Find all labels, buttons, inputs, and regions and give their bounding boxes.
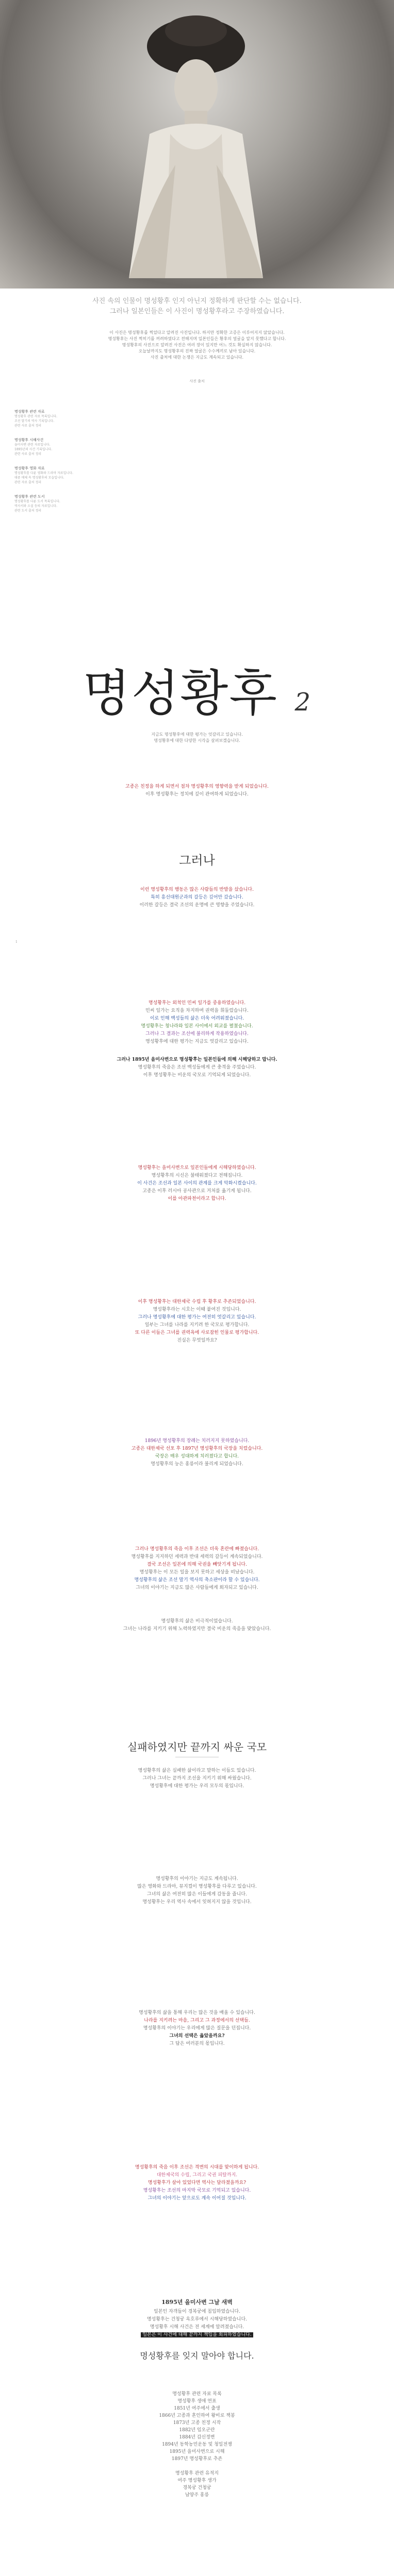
- section9-line: 그 답은 여러분의 몫입니다.: [169, 2041, 225, 2046]
- section11-closing: 명성황후를 잊지 말아야 합니다.: [140, 2351, 254, 2361]
- intro-line: 명성황후의 사진으로 알려진 사진은 여러 장이 있지만 어느 것도 확실하지 않습니다.: [122, 343, 272, 347]
- section7-heading: 실패하였지만 끝까지 싸운 국모: [127, 1741, 267, 1753]
- footer-line: 1873년 고종 친정 시작: [173, 2420, 221, 2426]
- note-line: 명성황후 관련 자료 목록입니다.: [14, 415, 57, 418]
- hero-caption: [0, 296, 394, 317]
- footer-line: 1897년 명성황후로 추존: [171, 2456, 223, 2462]
- note-line: 관련 자료 출처 정리: [14, 481, 42, 484]
- note-line: 을미사변 관련 자료입니다.: [14, 443, 51, 447]
- intro-line: 명성황후는 사진 찍히기를 꺼려하였다고 전해지며 일본인들은 황후의 얼굴을 알지 못했다고 합니다.: [108, 336, 286, 341]
- section2-body: [0, 999, 394, 1046]
- note-line: 관련 사료 출처 정리: [14, 424, 42, 428]
- intro-label: 사진 출처: [189, 379, 205, 383]
- note-line: 조선 말기의 역사 기록입니다.: [14, 419, 55, 423]
- section11-line: 명성황후 시해 사건은 전 세계에 알려졌습니다.: [150, 2325, 244, 2330]
- notes-list: [14, 402, 169, 513]
- section2-line: 명성황후는 외척인 민씨 일가를 중용하였습니다.: [148, 1001, 246, 1006]
- section3-line: 명성황후의 시신은 불태워졌다고 전해집니다.: [151, 1173, 243, 1178]
- section1-heading: 그러나: [179, 853, 215, 868]
- section1-line: 이런 명성황후의 행동은 많은 사람들의 반발을 샀습니다.: [140, 887, 254, 892]
- section6-body: [0, 1546, 394, 1592]
- note-line: 명성황후를 다룬 영화와 드라마 자료입니다.: [14, 471, 73, 475]
- section4-line: 진실은 무엇일까요?: [177, 1338, 217, 1343]
- section2-paragraph-line: 그러나 1895년 을미사변으로 명성황후는 일본인들에 의해 시해당하고 맙니다.: [117, 1057, 277, 1062]
- section8-line: 많은 영화와 드라마, 뮤지컬이 명성황후를 다루고 있습니다.: [137, 1884, 257, 1889]
- section3-line: 명성황후는 을미사변으로 일본인들에게 시해당하였습니다.: [138, 1165, 256, 1171]
- section6-line: 그러나 명성황후의 죽음 이후 조선은 더욱 혼란에 빠졌습니다.: [135, 1547, 259, 1552]
- intro-line: 이 사진은 명성황후를 찍었다고 알려진 사진입니다. 하지만 정확한 고증은 이루어지지 않았습니다.: [109, 330, 285, 335]
- section11-highlight: 일본은 이 사건에 대해 끝까지 책임을 회피하였습니다.: [141, 2332, 253, 2337]
- footer-line: 명성황후 생애 연표: [177, 2399, 217, 2404]
- title-main: 명성황후: [82, 665, 278, 722]
- title-number: 2: [294, 688, 311, 717]
- section2-paragraph-line: 이후 명성황후는 비운의 국모로 기억되게 되었습니다.: [143, 1073, 251, 1078]
- section4-body: [0, 1298, 394, 1345]
- section3-body: [0, 1164, 394, 1203]
- note-head: 명성황후 영화 자료: [14, 466, 45, 470]
- section6-line: 명성황후는 이 모든 일을 보지 못하고 세상을 떠났습니다.: [139, 1570, 255, 1575]
- section5-body: [0, 1437, 394, 1468]
- section6-paragraph-line: 명성황후의 삶은 비극적이었습니다.: [161, 1619, 233, 1624]
- page-title: [0, 654, 394, 725]
- section7-line: 명성황후에 대한 평가는 우리 모두의 몫입니다.: [150, 1784, 244, 1789]
- section8-body: [0, 1875, 394, 1906]
- section4-line: 그러나 명성황후에 대한 평가는 여전히 엇갈리고 있습니다.: [138, 1315, 256, 1320]
- section6-line: 명성황후의 삶은 조선 말기 역사의 축소판이라 할 수 있습니다.: [134, 1578, 260, 1583]
- footer-line: 1866년 고종과 혼인하여 왕비로 책봉: [159, 2413, 235, 2418]
- opening-paragraph: [0, 783, 394, 799]
- note-line: 관련 도서 출처 정리: [14, 509, 42, 513]
- section2-paragraph: [0, 1056, 394, 1079]
- opening-line: 고종은 친정을 하게 되면서 점차 명성황후의 영향력을 받게 되었습니다.: [125, 784, 269, 789]
- section10-line: 명성황후의 죽음 이후 조선은 격변의 시대를 맞이하게 됩니다.: [135, 2165, 259, 2170]
- footer-line: 1851년 여주에서 출생: [174, 2406, 220, 2411]
- intro-paragraph: [0, 330, 394, 361]
- section2-line: 민씨 일가는 요직을 차지하며 권력을 휘둘렀습니다.: [145, 1008, 249, 1013]
- section8-line: 명성황후는 우리 역사 속에서 잊혀지지 않을 것입니다.: [142, 1900, 252, 1905]
- section7-line: 명성황후의 삶은 실패한 삶이라고 말하는 이들도 있습니다.: [138, 1768, 256, 1773]
- opening-line: 이후 명성황후는 정치에 깊이 관여하게 되었습니다.: [145, 792, 249, 797]
- section11-heading: 1895년 을미사변 그날 새벽: [161, 2299, 233, 2306]
- section4-line: 명성황후라는 시호는 이때 붙여진 것입니다.: [153, 1307, 241, 1312]
- section1-line: 특히 흥선대원군과의 갈등은 깊어만 갔습니다.: [151, 895, 243, 900]
- section9-line: 나라를 지키려는 마음, 그리고 그 과정에서의 선택들.: [144, 2018, 250, 2023]
- footer-line: 1895년 을미사변으로 시해: [169, 2449, 225, 2454]
- note-line: 관련 사료 출처 정리: [14, 452, 42, 456]
- footer-line: 남양주 홍릉: [185, 2493, 209, 2498]
- section3-line: 이 사건은 조선과 일본 사이의 관계를 크게 악화시켰습니다.: [137, 1181, 257, 1186]
- intro-line: 오늘날까지도 명성황후의 진짜 얼굴은 수수께끼로 남아 있습니다.: [138, 349, 256, 353]
- subtitle: [0, 732, 394, 744]
- section7-body: [0, 1767, 394, 1790]
- section10-line: 명성황후가 살아 있었다면 역사는 달라졌을까요?: [147, 2180, 247, 2185]
- section8-line: 그녀의 삶은 여전히 많은 이들에게 감동을 줍니다.: [147, 1892, 247, 1897]
- footer-line: 1884년 갑신정변: [179, 2435, 215, 2440]
- section2-line: 명성황후는 청나라와 일본 사이에서 외교를 펼쳤습니다.: [141, 1024, 253, 1029]
- section10-line: 대한제국의 수립, 그리고 국권 피탈까지.: [156, 2173, 238, 2178]
- portrait-photo: [119, 10, 273, 278]
- note-head: 명성황후 시해사건: [14, 438, 44, 442]
- note-line: 대중 매체 속 명성황후의 모습입니다.: [14, 476, 64, 480]
- note-group: [14, 437, 169, 456]
- section11-line: 명성황후는 건청궁 옥호루에서 시해당하였습니다.: [146, 2317, 248, 2322]
- hero-caption-line: 그러나 일본인들은 이 사진이 명성황후라고 주장하였습니다.: [109, 308, 285, 315]
- hero-photo: [0, 0, 394, 289]
- section5-line: 고종은 대한제국 선포 후 1897년 명성황후의 국장을 치렀습니다.: [131, 1446, 263, 1451]
- section9-body: [0, 2009, 394, 2048]
- section10-line: 명성황후는 조선의 마지막 국모로 기억되고 있습니다.: [143, 2188, 251, 2193]
- section11-line: 일본인 자객들이 경복궁에 침입하였습니다.: [154, 2309, 240, 2314]
- section2-paragraph-line: 명성황후의 죽음은 조선 백성들에게 큰 충격을 주었습니다.: [138, 1065, 256, 1070]
- section1-line: 이러한 갈등은 결국 조선의 운명에 큰 영향을 주었습니다.: [139, 903, 255, 908]
- footer-list: [0, 2391, 394, 2499]
- section6-paragraph: [0, 1618, 394, 1633]
- section9-line: 명성황후의 이야기는 우리에게 많은 질문을 던집니다.: [143, 2026, 251, 2031]
- section9-line: 그녀의 선택은 옳았을까요?: [169, 2033, 225, 2039]
- section7-line: 그러나 그녀는 끝까지 조선을 지키기 위해 싸웠습니다.: [142, 1776, 252, 1781]
- note-head: 명성황후 관련 도서: [14, 495, 45, 499]
- note-head: 명성황후 관련 자료: [14, 410, 45, 414]
- section5-line: 국장은 매우 성대하게 치러졌다고 합니다.: [155, 1454, 239, 1459]
- note-group: [14, 466, 169, 485]
- section1-mark: 1: [15, 940, 18, 944]
- hero-caption-line: 사진 속의 인물이 명성황후 인지 아닌지 정확하게 판단할 수는 없습니다.: [92, 297, 302, 305]
- footer-line: 경복궁 건청궁: [183, 2485, 211, 2490]
- section1-body: [0, 886, 394, 909]
- section9-line: 명성황후의 삶을 통해 우리는 많은 것을 배울 수 있습니다.: [139, 2010, 255, 2015]
- section2-line: 명성황후에 대한 평가는 지금도 엇갈리고 있습니다.: [145, 1039, 249, 1044]
- section2-line: 그러나 그 결과는 조선에 불리하게 작용하였습니다.: [145, 1031, 249, 1037]
- section5-line: 1896년 명성황후의 장례는 치러지지 못하였습니다.: [144, 1438, 250, 1444]
- section4-line: 또 다른 이들은 그녀를 권력욕에 사로잡힌 인물로 평가합니다.: [135, 1330, 259, 1335]
- note-line: 역사서와 소설 등의 자료입니다.: [14, 504, 57, 508]
- section6-line: 그녀의 이야기는 지금도 많은 사람들에게 회자되고 있습니다.: [136, 1585, 258, 1590]
- section3-line: 고종은 이후 러시아 공사관으로 거처를 옮기게 됩니다.: [142, 1189, 252, 1194]
- section4-line: 이후 명성황후는 대한제국 수립 후 황후로 추존되었습니다.: [138, 1299, 256, 1304]
- note-group: [14, 494, 169, 513]
- footer-line: 명성황후 관련 자료 목록: [172, 2392, 222, 2397]
- section10-line: 그녀의 이야기는 앞으로도 계속 이어질 것입니다.: [147, 2196, 247, 2201]
- section6-line: 명성황후를 지지하던 세력과 반대 세력의 갈등이 계속되었습니다.: [131, 1554, 263, 1560]
- footer-line: 1894년 동학농민운동 및 청일전쟁: [162, 2442, 232, 2447]
- section10-body: [0, 2164, 394, 2202]
- footer-line: 여주 명성황후 생가: [177, 2478, 217, 2483]
- section4-line: 일부는 그녀를 나라를 지키려 한 국모로 평가합니다.: [144, 1323, 250, 1328]
- section2-line: 이로 인해 백성들의 삶은 더욱 어려워졌습니다.: [150, 1016, 244, 1021]
- section6-line: 결국 조선은 일본에 의해 국권을 빼앗기게 됩니다.: [147, 1562, 247, 1567]
- note-group: [14, 409, 169, 428]
- section8-line: 명성황후의 이야기는 지금도 계속됩니다.: [156, 1876, 238, 1882]
- subtitle-line: 명성황후에 대한 다양한 시각을 살펴보겠습니다.: [154, 738, 240, 743]
- subtitle-line: 지금도 명성황후에 대한 평가는 엇갈리고 있습니다.: [151, 732, 243, 737]
- note-line: 1895년의 사건 기록입니다.: [14, 448, 53, 451]
- section6-paragraph-line: 그녀는 나라를 지키기 위해 노력하였지만 결국 비운의 죽음을 맞았습니다.: [123, 1626, 271, 1632]
- section3-line: 이를 아관파천이라고 합니다.: [168, 1196, 226, 1201]
- section11-body: [0, 2308, 394, 2339]
- section5-line: 명성황후의 능은 홍릉이라 불리게 되었습니다.: [151, 1462, 243, 1467]
- intro-line: 사진 출처에 대한 논쟁은 지금도 계속되고 있습니다.: [150, 355, 244, 360]
- footer-line: 1882년 임오군란: [179, 2428, 215, 2433]
- footer-line: 명성황후 관련 유적지: [175, 2471, 219, 2476]
- note-line: 명성황후를 다룬 도서 목록입니다.: [14, 500, 60, 503]
